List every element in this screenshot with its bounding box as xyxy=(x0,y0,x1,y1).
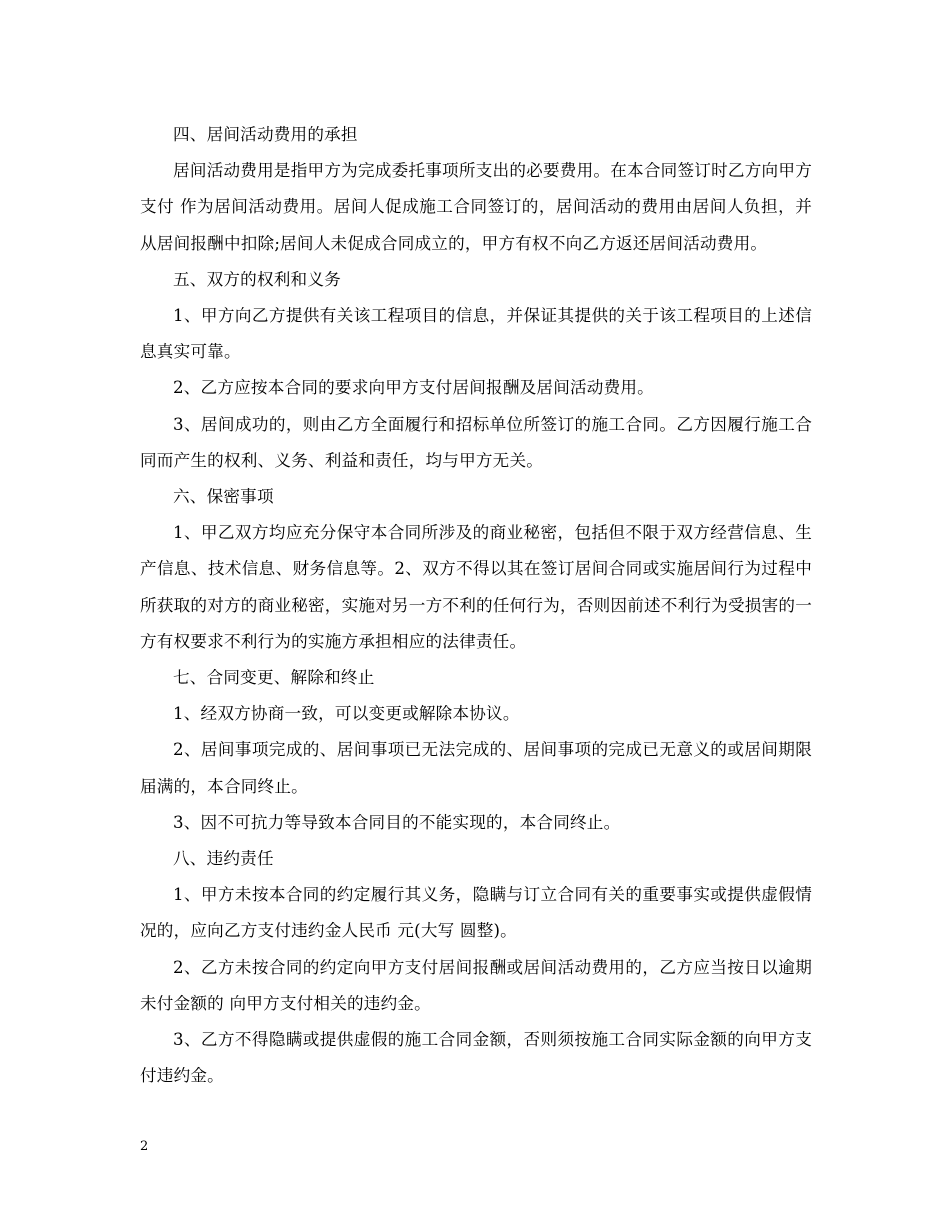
paragraph: 1、甲方未按本合同的约定履行其义务，隐瞒与订立合同有关的重要事实或提供虚假情况的，应向乙方支付违约金人民币 元(大写 圆整)。 xyxy=(140,885,812,941)
section-heading: 五、双方的权利和义务 xyxy=(173,269,341,289)
section-heading: 八、违约责任 xyxy=(173,849,274,869)
paragraph: 居间活动费用是指甲方为完成委托事项所支出的必要费用。在本合同签订时乙方向甲方支付 作为居间活动费用。居间人促成施工合同签订的，居间活动的费用由居间人负担，并从居间报酬中扣除;居间人未促成合同成立的，甲方有权不向乙方返还居间活动费用。 xyxy=(140,161,812,253)
paragraph: 1、甲方向乙方提供有关该工程项目的信息，并保证其提供的关于该工程项目的上述信息真实可靠。 xyxy=(140,306,812,362)
paragraph: 2、乙方未按合同的约定向甲方支付居间报酬或居间活动费用的，乙方应当按日以逾期未付金额的 向甲方支付相关的违约金。 xyxy=(140,957,812,1013)
paragraph: 2、居间事项完成的、居间事项已无法完成的、居间事项的完成已无意义的或居间期限届满的，本合同终止。 xyxy=(140,740,812,796)
section-heading: 七、合同变更、解除和终止 xyxy=(173,668,375,688)
section-heading: 四、居间活动费用的承担 xyxy=(173,125,358,144)
document-body xyxy=(140,117,812,1094)
paragraph: 3、乙方不得隐瞒或提供虚假的施工合同金额，否则须按施工合同实际金额的向甲方支付违约金。 xyxy=(140,1030,812,1086)
paragraph: 1、经双方协商一致，可以变更或解除本协议。 xyxy=(173,704,520,724)
paragraph: 3、居间成功的，则由乙方全面履行和招标单位所签订的施工合同。乙方因履行施工合同而产生的权利、义务、利益和责任，均与甲方无关。 xyxy=(140,414,812,470)
paragraph: 1、甲乙双方均应充分保守本合同所涉及的商业秘密，包括但不限于双方经营信息、生产信息、技术信息、财务信息等。2、双方不得以其在签订居间合同或实施居间行为过程中所获取的对方的商业秘密，实施对另一方不利的任何行为，否则因前述不利行为受损害的一方有权要求不利行为的实施方承担相应的法律责任。 xyxy=(140,523,812,651)
paragraph: 2、乙方应按本合同的要求向甲方支付居间报酬及居间活动费用。 xyxy=(173,378,654,398)
page-number: 2 xyxy=(140,1139,149,1154)
paragraph: 3、因不可抗力等导致本合同目的不能实现的，本合同终止。 xyxy=(173,812,621,832)
section-heading: 六、保密事项 xyxy=(173,487,274,507)
